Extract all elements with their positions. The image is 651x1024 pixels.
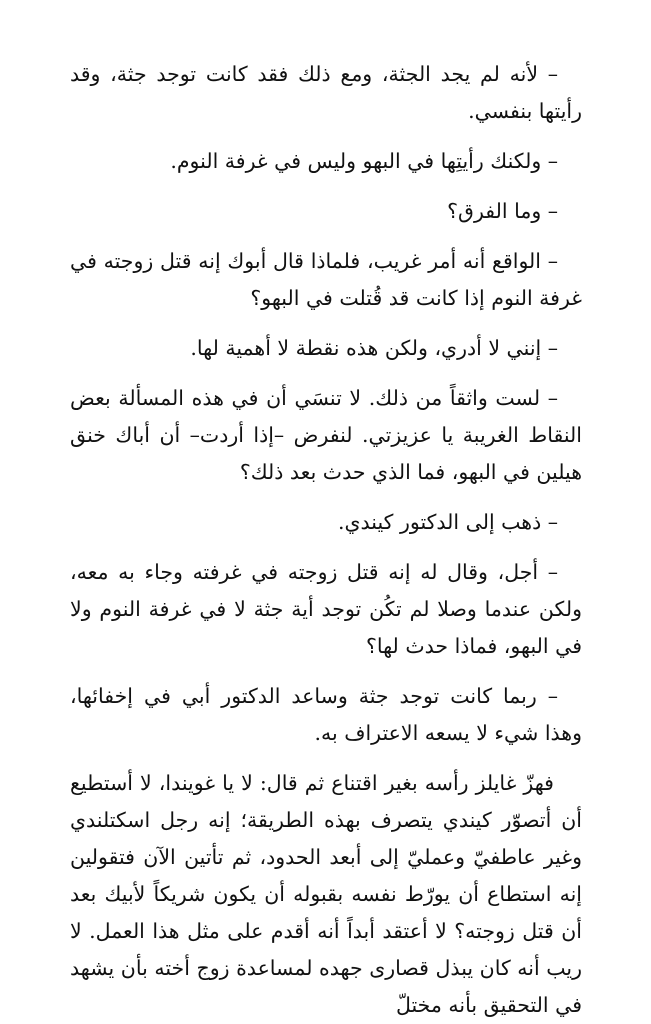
dialogue-paragraph: – ربما كانت توجد جثة وساعد الدكتور أبي في إخفائها، وهذا شيء لا يسعه الاعتراف به. [70,684,582,745]
dialogue-paragraph: – ذهب إلى الدكتور كيندي. [337,510,558,534]
narrative-paragraph: فهزّ غايلز رأسه بغير اقتناع ثم قال: لا يا غويندا، لا أستطيع أن أتصوّر كيندي يتصرف بهذه الطريقة؛ إنه رجل اسكتلندي وغير عاطفيّ وعمليّ إلى أبعد الحدود، ثم تأتين الآن فتقولين إنه استطاع أن يورّط نفسه بقبوله أن يكون شريكاً لأبيك بعد أن قتل زوجته؟ لا أعتقد أبداً أنه أقدم على مثل هذا العمل. لا ريب أنه كان يبذل قصارى جهده لمساعدة زوج أخته بأن يشهد في التحقيق بأنه مختلّ [70,771,582,1017]
dialogue-paragraph: – أجل، وقال له إنه قتل زوجته في غرفته وجاء به معه، ولكن عندما وصلا لم تكُن توجد أية جثة لا في غرفة النوم ولا في البهو، فماذا حدث لها؟ [70,560,582,658]
dialogue-paragraph: – إنني لا أدري، ولكن هذه نقطة لا أهمية لها. [190,336,558,360]
dialogue-paragraph: – ولكنك رأيتِها في البهو وليس في غرفة النوم. [170,149,558,173]
dialogue-paragraph: – لأنه لم يجد الجثة، ومع ذلك فقد كانت توجد جثة، وقد رأيتها بنفسي. [70,62,582,123]
book-page [70,56,582,1024]
dialogue-paragraph: – وما الفرق؟ [447,199,558,223]
dialogue-paragraph: – لست واثقاً من ذلك. لا تنسَي أن في هذه المسألة بعض النقاط الغريبة يا عزيزتي. لنفرض –إذا أردت– أن أباك خنق هيلين في البهو، فما الذي حدث بعد ذلك؟ [70,386,582,484]
dialogue-paragraph: – الواقع أنه أمر غريب، فلماذا قال أبوك إنه قتل زوجته في غرفة النوم إذا كانت قد قُتلت في البهو؟ [70,249,582,310]
